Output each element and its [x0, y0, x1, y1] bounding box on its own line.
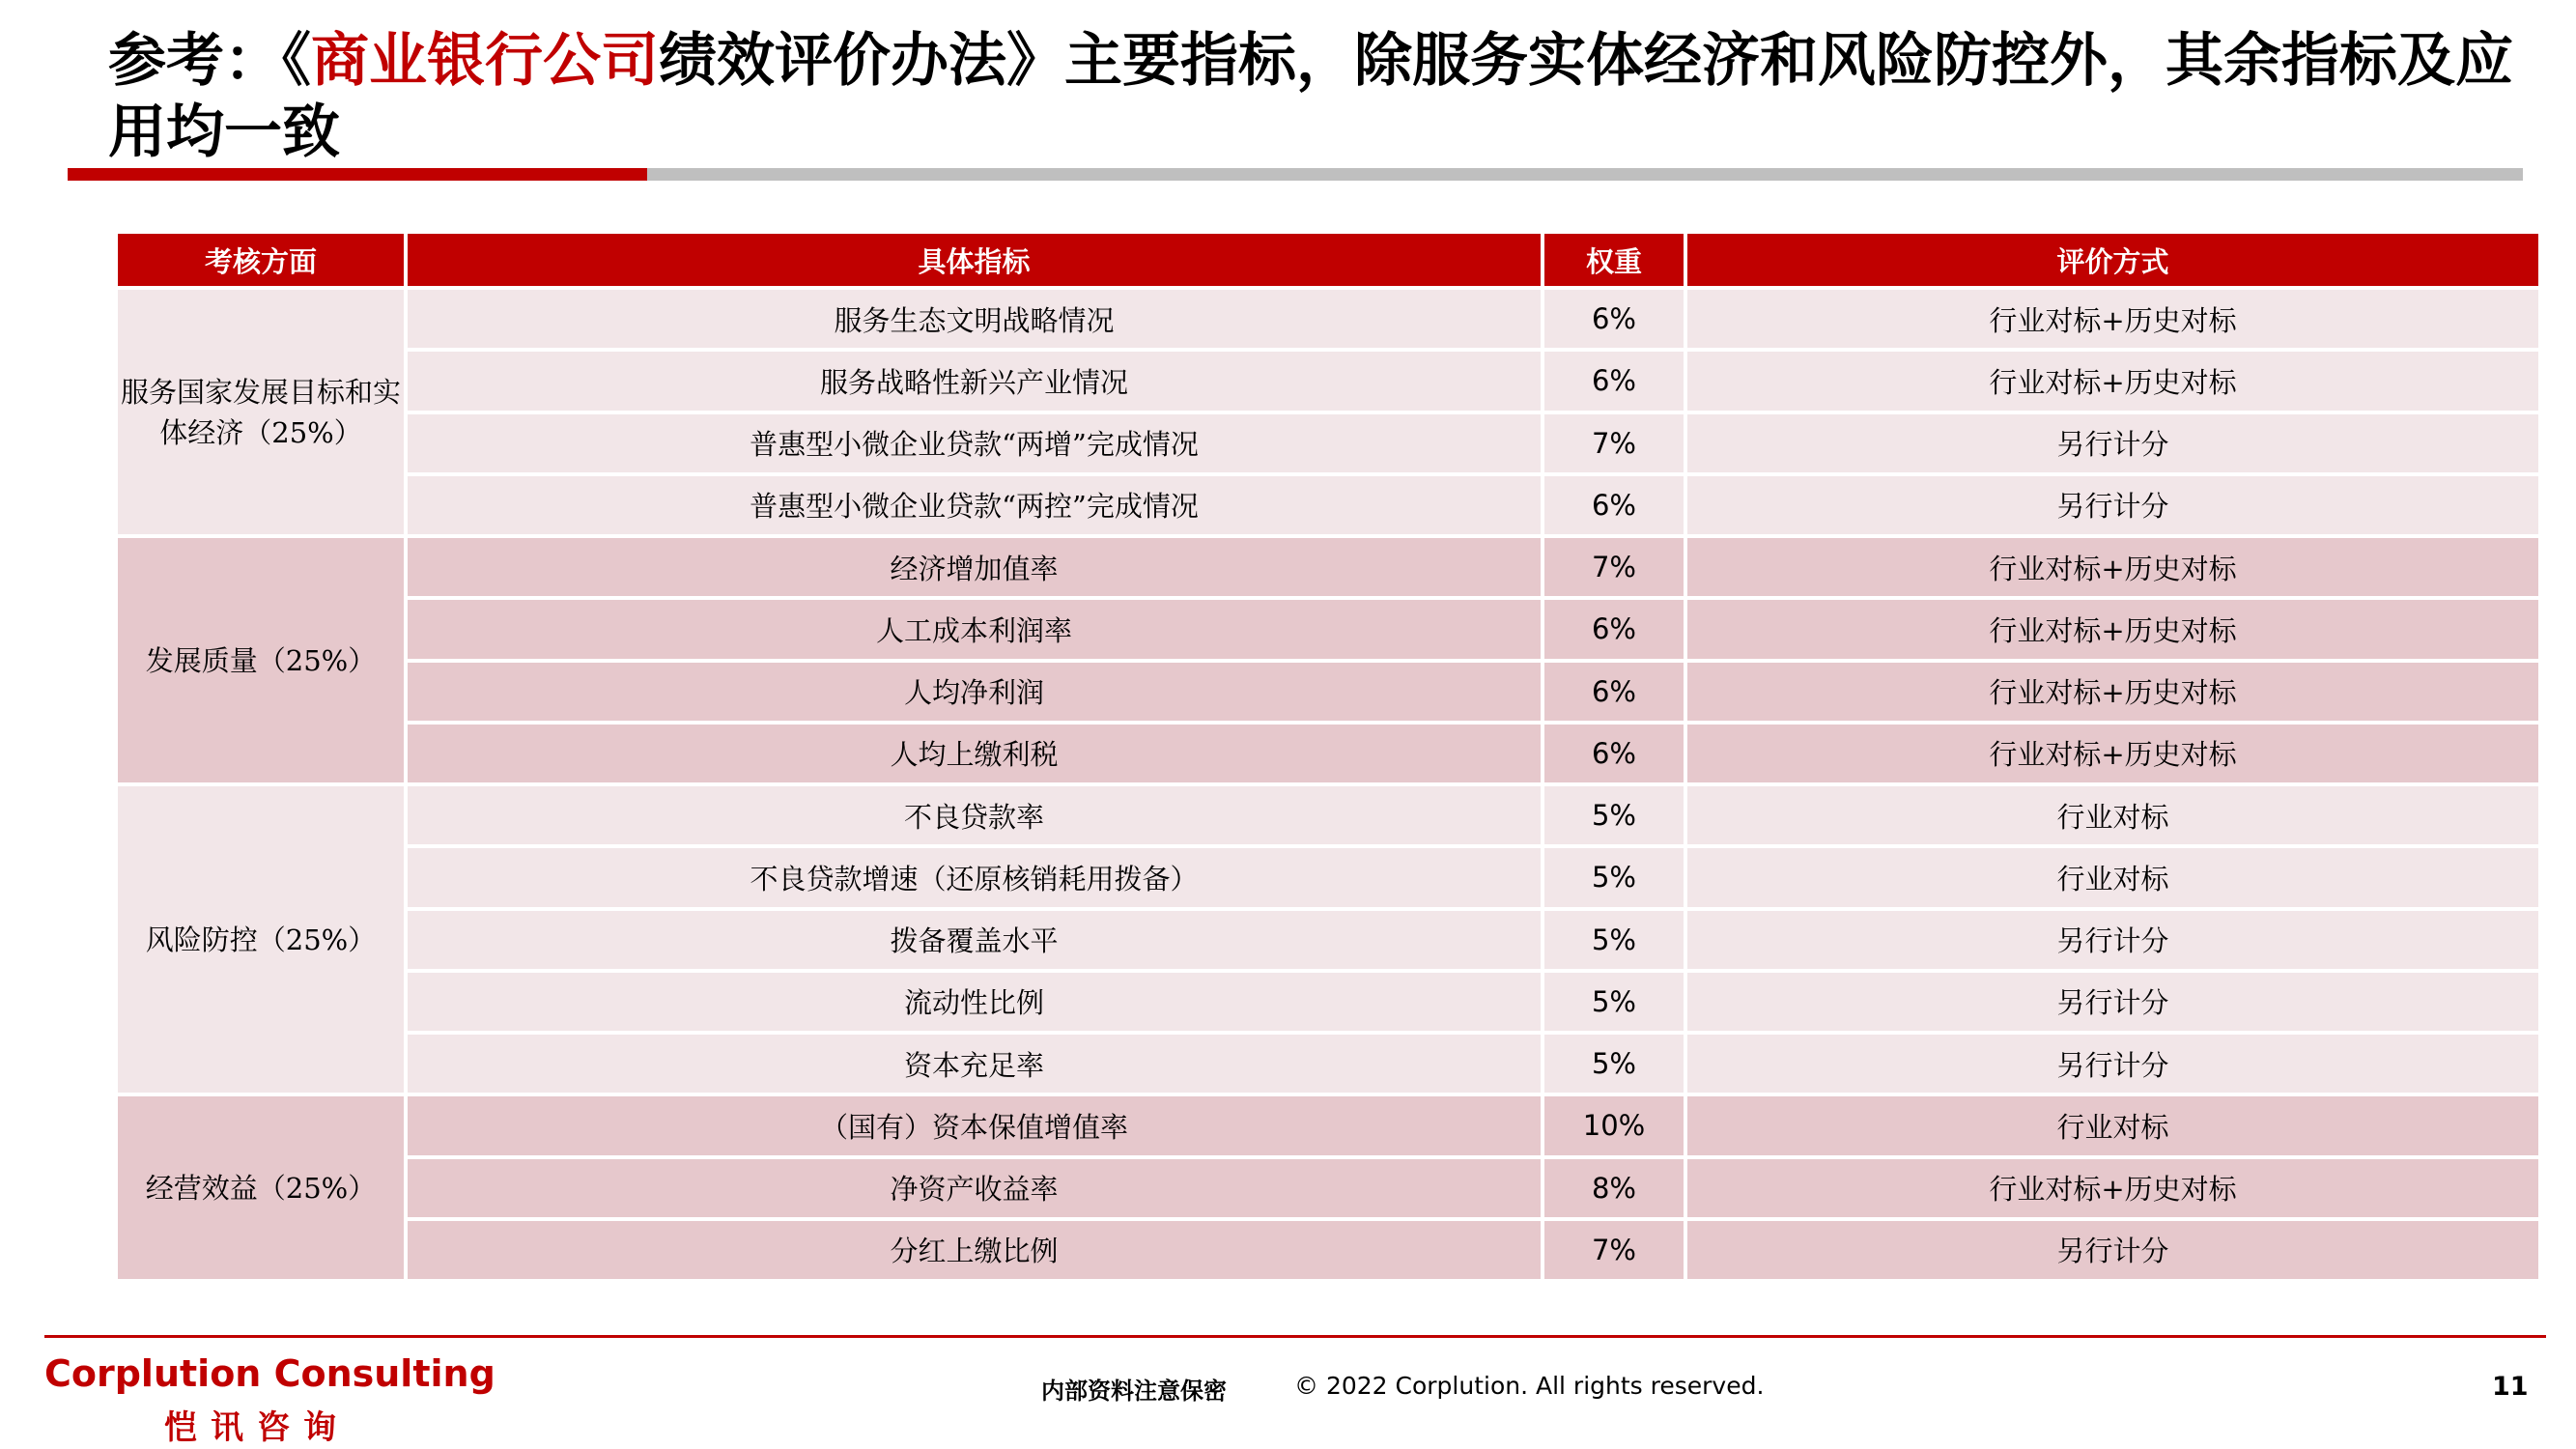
indicator-cell: 服务生态文明战略情况 [406, 288, 1543, 350]
indicator-cell: 人均上缴利税 [406, 723, 1543, 784]
page-number: 11 [2492, 1372, 2529, 1402]
method-cell: 行业对标 [1685, 846, 2540, 908]
table-row [116, 598, 2540, 660]
weight-cell: 5% [1543, 784, 1685, 846]
confidential-notice: 内部资料注意保密 [1041, 1377, 1227, 1405]
method-cell: 行业对标+历史对标 [1685, 536, 2540, 598]
table-row [116, 909, 2540, 971]
indicator-cell: 净资产收益率 [406, 1157, 1543, 1219]
page-title [108, 25, 2523, 168]
weight-cell: 6% [1543, 350, 1685, 412]
method-cell: 另行计分 [1685, 1033, 2540, 1094]
title-underline-rule [647, 168, 2523, 181]
title-highlight: 商业银行公司 [311, 27, 659, 95]
header-category: 考核方面 [116, 232, 406, 288]
table-body [116, 288, 2540, 1281]
weight-cell: 5% [1543, 971, 1685, 1033]
brand-logo-en: Corplution Consulting [44, 1352, 495, 1395]
indicator-cell: 普惠型小微企业贷款“两控”完成情况 [406, 474, 1543, 536]
header-method: 评价方式 [1685, 232, 2540, 288]
indicator-cell: 拨备覆盖水平 [406, 909, 1543, 971]
table-row [116, 350, 2540, 412]
table-row [116, 288, 2540, 350]
title-prefix: 参考：《 [108, 27, 311, 95]
category-cell: 发展质量（25%） [116, 536, 406, 784]
title-underline-accent [68, 168, 647, 181]
indicator-cell: 资本充足率 [406, 1033, 1543, 1094]
indicator-cell: 不良贷款率 [406, 784, 1543, 846]
weight-cell: 6% [1543, 474, 1685, 536]
method-cell: 行业对标+历史对标 [1685, 288, 2540, 350]
table-row [116, 536, 2540, 598]
indicator-table [114, 230, 2542, 1283]
category-cell: 服务国家发展目标和实体经济（25%） [116, 288, 406, 536]
title-suffix: 绩效评价办法》主要指标，除服务实体经济和风险防控外，其余指标及应用均一致 [108, 27, 2513, 166]
indicator-cell: 人均净利润 [406, 661, 1543, 723]
table-row [116, 474, 2540, 536]
copyright-notice: © 2022 Corplution. All rights reserved. [1294, 1372, 1765, 1400]
table-row [116, 1033, 2540, 1094]
brand-logo-cn: 恺讯咨询 [164, 1408, 350, 1447]
indicator-cell: 服务战略性新兴产业情况 [406, 350, 1543, 412]
table-row [116, 846, 2540, 908]
category-cell: 经营效益（25%） [116, 1094, 406, 1281]
method-cell: 行业对标+历史对标 [1685, 661, 2540, 723]
indicator-cell: 不良贷款增速（还原核销耗用拨备） [406, 846, 1543, 908]
header-weight: 权重 [1543, 232, 1685, 288]
table-row [116, 971, 2540, 1033]
weight-cell: 6% [1543, 288, 1685, 350]
indicator-cell: 流动性比例 [406, 971, 1543, 1033]
weight-cell: 10% [1543, 1094, 1685, 1156]
method-cell: 另行计分 [1685, 971, 2540, 1033]
weight-cell: 5% [1543, 1033, 1685, 1094]
method-cell: 行业对标+历史对标 [1685, 723, 2540, 784]
weight-cell: 7% [1543, 412, 1685, 474]
indicator-cell: 人工成本利润率 [406, 598, 1543, 660]
method-cell: 行业对标+历史对标 [1685, 1157, 2540, 1219]
header-indicator: 具体指标 [406, 232, 1543, 288]
weight-cell: 7% [1543, 536, 1685, 598]
table-row [116, 661, 2540, 723]
method-cell: 另行计分 [1685, 412, 2540, 474]
indicator-cell: 分红上缴比例 [406, 1219, 1543, 1281]
weight-cell: 6% [1543, 661, 1685, 723]
method-cell: 另行计分 [1685, 909, 2540, 971]
method-cell: 行业对标 [1685, 784, 2540, 846]
weight-cell: 8% [1543, 1157, 1685, 1219]
table-header-row [116, 232, 2540, 288]
weight-cell: 6% [1543, 598, 1685, 660]
method-cell: 行业对标 [1685, 1094, 2540, 1156]
table-row [116, 1094, 2540, 1156]
indicator-cell: 普惠型小微企业贷款“两增”完成情况 [406, 412, 1543, 474]
method-cell: 另行计分 [1685, 474, 2540, 536]
table-row [116, 1219, 2540, 1281]
table-row [116, 412, 2540, 474]
weight-cell: 5% [1543, 846, 1685, 908]
indicator-cell: 经济增加值率 [406, 536, 1543, 598]
method-cell: 行业对标+历史对标 [1685, 350, 2540, 412]
category-cell: 风险防控（25%） [116, 784, 406, 1094]
table-row [116, 723, 2540, 784]
indicator-cell: （国有）资本保值增值率 [406, 1094, 1543, 1156]
weight-cell: 7% [1543, 1219, 1685, 1281]
weight-cell: 6% [1543, 723, 1685, 784]
weight-cell: 5% [1543, 909, 1685, 971]
method-cell: 另行计分 [1685, 1219, 2540, 1281]
method-cell: 行业对标+历史对标 [1685, 598, 2540, 660]
table-row [116, 1157, 2540, 1219]
table-row [116, 784, 2540, 846]
footer-divider [44, 1335, 2546, 1338]
